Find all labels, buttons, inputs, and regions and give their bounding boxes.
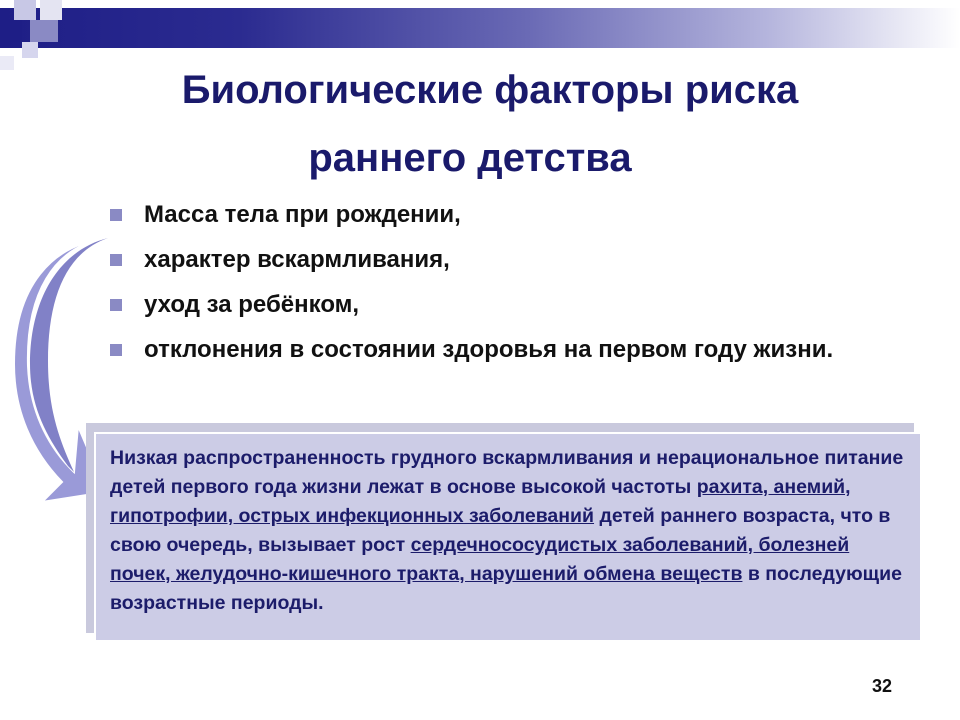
square-bullet-icon (110, 299, 122, 311)
info-link-2[interactable]: сердечнососудистых заболеваний, болезней почек, желудочно-кишечного тракта, нарушений обмена веществ (110, 534, 850, 585)
decor-square-2 (40, 0, 62, 20)
square-bullet-icon (110, 344, 122, 356)
bullet-text: уход за ребёнком, (144, 291, 360, 318)
bullet-list (106, 198, 956, 378)
bullet-item (106, 288, 956, 322)
info-text-2: детей раннего возраста, что в свою очередь, вызывает рост (110, 505, 891, 556)
info-text-3: в последующие возрастные периоды. (110, 563, 902, 614)
decor-square-6 (0, 56, 14, 70)
decor-square-1 (14, 0, 36, 20)
decor-square-5 (22, 42, 38, 58)
square-bullet-icon (110, 254, 122, 266)
slide-title-line-2: раннего детства (308, 136, 632, 180)
bullet-item (106, 333, 956, 367)
slide-title-line-1: Биологические факторы риска (181, 68, 799, 112)
bullet-item (106, 243, 956, 277)
decor-square-3 (0, 20, 22, 42)
decor-square-4 (30, 20, 58, 42)
bullet-text: Масса тела при рождении, (144, 201, 461, 228)
square-bullet-icon (110, 209, 122, 221)
bullet-text: отклонения в состоянии здоровья на первом году жизни. (144, 336, 834, 363)
bullet-item (106, 198, 956, 232)
info-text-1: Низкая распространенность грудного вскармливания и нерациональное питание детей первого года жизни лежат в основе высокой частоты (110, 447, 904, 498)
info-box (94, 432, 922, 642)
page-number: 32 (872, 676, 893, 696)
header-gradient-bar (0, 8, 960, 48)
info-link-1[interactable]: рахита, анемий, гипотрофии, острых инфекционных заболеваний (110, 476, 851, 527)
bullet-text: характер вскармливания, (144, 246, 450, 273)
